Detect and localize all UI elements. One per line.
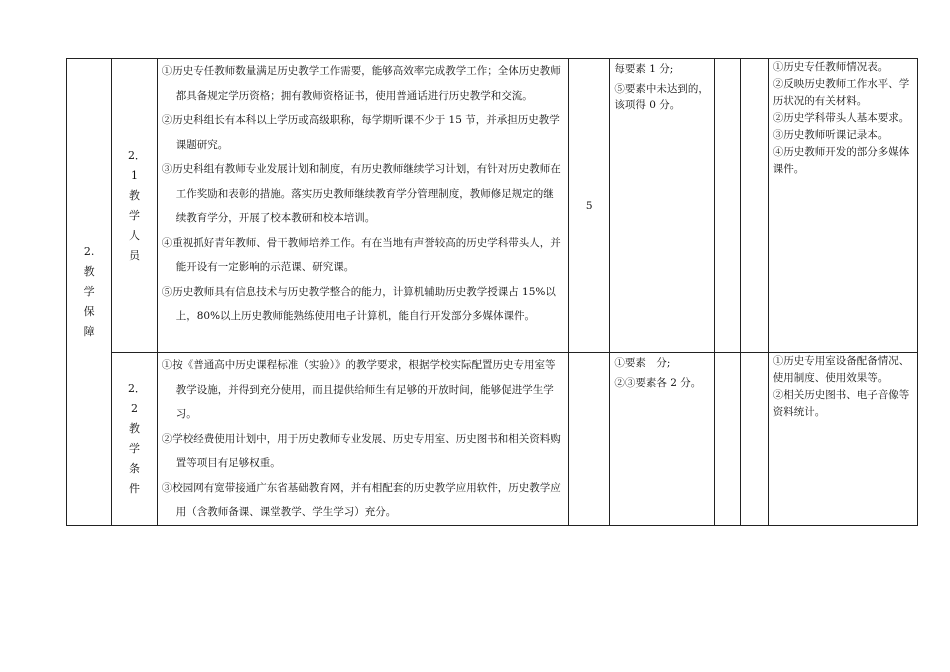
table-row xyxy=(67,59,918,353)
table-row xyxy=(67,353,918,526)
requirement-item: ③校园网有宽带接通广东省基础教育网，并有相配套的历史教学应用软件，历史教学应用（含教师备课、课堂教学、学生学习）充分。 xyxy=(161,481,561,518)
evidence-item: ①历史专任教师情况表。 xyxy=(772,61,889,73)
evidence-cell xyxy=(768,353,917,526)
sub-label-staff: 2．1 教学人员 xyxy=(127,148,146,262)
blank-cell xyxy=(741,353,768,526)
evidence-item: ②相关历史图书、电子音像等资料统计。 xyxy=(772,389,910,418)
blank-cell xyxy=(741,59,768,353)
score-value: 5 xyxy=(585,199,593,212)
scoring-method-item: ①要素 分; xyxy=(614,357,671,369)
requirement-item: ④重视抓好青年教师、骨干教师培养工作。有在当地有声誉较高的历史学科带头人，并能开设有一定影响的示范课、研究课。 xyxy=(161,236,561,273)
section-label: 2. 教学保障 xyxy=(83,244,95,338)
evidence-item: ③历史教师听课记录本。 xyxy=(772,129,889,141)
requirement-item: ⑤历史教师具有信息技术与历史教学整合的能力，计算机辅助历史教学授课占 15%以上，80%以上历史教师能熟练使用电子计算机，能自行开发部分多媒体课件。 xyxy=(161,285,556,322)
evidence-item: ①历史专用室设备配备情况、使用制度、使用效果等。 xyxy=(772,355,910,384)
scoring-method-cell xyxy=(610,353,715,526)
sub-label-cell xyxy=(112,59,157,353)
scoring-method-item: ②③要素各 2 分。 xyxy=(614,377,702,389)
requirement-item: ③历史科组有教师专业发展计划和制度，有历史教师继续学习计划，有针对历史教师在工作奖励和表彰的措施。落实历史教师继续教育学分管理制度，教师修足规定的继续教育学分，开展了校本教研和校本培训。 xyxy=(161,163,561,224)
requirements-cell xyxy=(157,59,568,353)
section-label-cell xyxy=(67,59,112,526)
requirement-item: ①历史专任教师数量满足历史教学工作需要，能够高效率完成教学工作；全体历史教师都具备规定学历资格；拥有教师资格证书，使用普通话进行历史教学和交流。 xyxy=(161,65,561,102)
evaluation-table xyxy=(66,58,918,526)
evidence-item: ②历史学科带头人基本要求。 xyxy=(772,112,910,124)
requirement-item: ②学校经费使用计划中，用于历史教师专业发展、历史专用室、历史图书和相关资料购置等项目有足够权重。 xyxy=(161,432,561,469)
scoring-method-item: 每要素 1 分; xyxy=(614,63,674,75)
blank-cell xyxy=(715,59,741,353)
score-cell xyxy=(569,353,610,526)
evidence-cell xyxy=(768,59,917,353)
requirements-cell xyxy=(157,353,568,526)
scoring-method-item: ⑤要素中未达到的，该项得 0 分。 xyxy=(614,83,709,111)
scoring-method-cell xyxy=(610,59,715,353)
sub-label-conditions: 2．2 教学条件 xyxy=(127,381,146,495)
evidence-item: ④历史教师开发的部分多媒体课件。 xyxy=(772,146,910,175)
requirement-item: ②历史科组长有本科以上学历或高级职称，每学期听课不少于 15 节，并承担历史教学课题研究。 xyxy=(161,114,560,151)
requirement-item: ①按《普通高中历史课程标准（实验）》的教学要求，根据学校实际配置历史专用室等教学设施，并得到充分使用，而且提供给师生有足够的开放时间，能够促进学生学习。 xyxy=(161,359,556,420)
sub-label-cell xyxy=(112,353,157,526)
score-cell xyxy=(569,59,610,353)
evidence-item: ②反映历史教师工作水平、学历状况的有关材料。 xyxy=(772,78,910,107)
blank-cell xyxy=(715,353,741,526)
